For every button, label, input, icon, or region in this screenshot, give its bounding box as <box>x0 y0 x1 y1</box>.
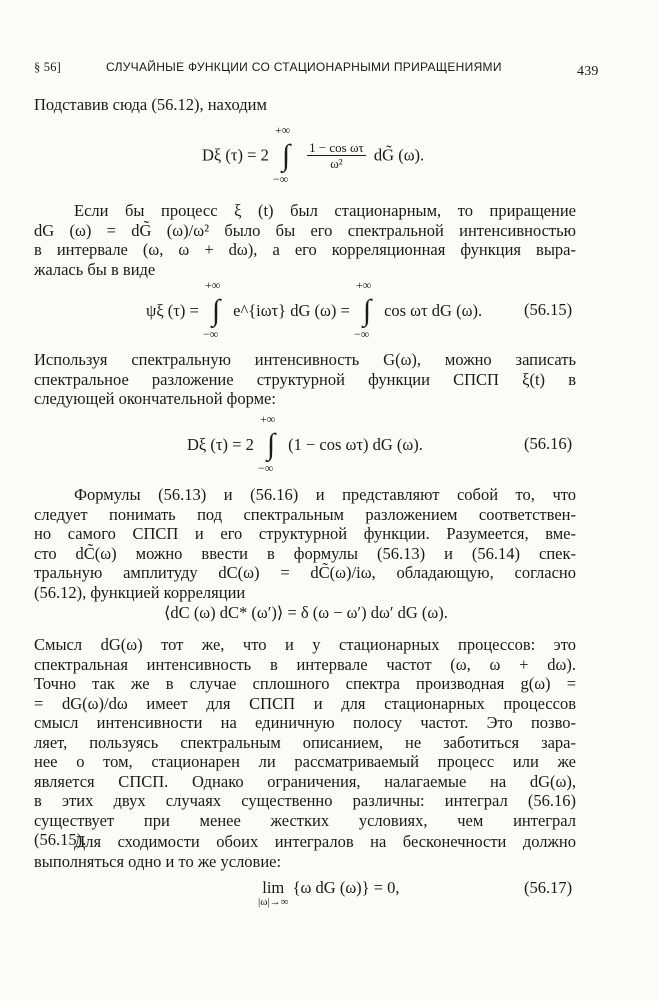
text-line: Используя спектральную интенсивность G(ω), можно записать <box>34 350 576 369</box>
paragraph-3 <box>34 350 576 409</box>
text-line: = dG(ω)/dω имеет для СПСП и для стационарных процессов <box>34 693 576 713</box>
text-line: выполняться одно и то же условие: <box>34 851 282 871</box>
text-line: в этих двух случаях существенно различны: интеграл (56.16) <box>34 791 576 810</box>
text-line: (56.12), функцией корреляции <box>34 582 246 602</box>
fraction <box>307 140 366 171</box>
integral-sign: +∞ ∫ −∞ <box>203 278 221 341</box>
section-number: § 56] <box>34 60 62 74</box>
numerator: 1 − cos ωτ <box>309 140 364 155</box>
text-line: Точно так же в случае сплошного спектра производная g(ω) = <box>34 674 576 693</box>
integral-sign: +∞ ∫ −∞ <box>272 122 291 186</box>
running-title: СЛУЧАЙНЫЕ ФУНКЦИИ СО СТАЦИОНАРНЫМИ ПРИРАЩЕНИЯМИ <box>106 60 502 74</box>
text-line: ляет, пользуясь спектральным описанием, не заботиться зара- <box>34 732 576 752</box>
text-line: нее о том, стационарен ли рассматриваемый процесс или же <box>34 752 576 771</box>
text-line: смысл интенсивности на единичную полосу частот. Это позво- <box>34 713 576 732</box>
eq-mid: e^{iωτ} dG (ω) = <box>233 301 350 320</box>
eq-lhs: Dξ (τ) = 2 <box>202 145 269 165</box>
eq-tail: dG̃ (ω). <box>373 145 425 165</box>
text-line: сто dC̃(ω) можно ввести в формулы (56.13) и (56.14) спек- <box>34 543 576 563</box>
paragraph-4 <box>34 485 576 602</box>
lower-limit: −∞ <box>272 171 289 186</box>
equation-structure-function <box>202 122 425 186</box>
equation-56-17 <box>258 878 400 908</box>
eq-lhs: Dξ (τ) = 2 <box>187 435 254 454</box>
paragraph-5 <box>34 635 576 850</box>
text-line: Смысл dG(ω) тот же, что и у стационарных процессов: это <box>34 635 576 654</box>
denominator: ω² <box>330 156 343 171</box>
integral-sign: +∞ ∫ −∞ <box>353 278 372 341</box>
text-line: в интервале (ω, ω + dω), а его корреляционная функция выра- <box>34 240 576 259</box>
lower-limit: −∞ <box>203 327 219 341</box>
text-line: спектральная интенсивность в интервале частот (ω, ω + dω). <box>34 654 576 674</box>
text-line: (56.15). <box>34 830 87 849</box>
text-line: но самого СПСП и его структурной функции. Разумеется, вме- <box>34 524 576 543</box>
text-line: Подставив сюда (56.12), находим <box>34 95 267 114</box>
lower-limit: −∞ <box>257 461 274 475</box>
text-line: Если бы процесс ξ (t) был стационарным, то приращение <box>74 201 576 220</box>
eq-tail: (1 − cos ωτ) dG (ω). <box>288 435 423 454</box>
paragraph-2 <box>34 201 576 279</box>
eq-tail: cos ωτ dG (ω). <box>384 301 483 320</box>
equation-number: (56.15) <box>524 300 573 319</box>
page-number: 439 <box>577 64 599 79</box>
text-line: является СПСП. Однако ограничения, налагаемые на dG(ω), <box>34 771 576 791</box>
text-line: Для сходимости обоих интегралов на бесконечности должно <box>74 832 576 851</box>
equation-number: (56.16) <box>524 434 573 453</box>
paragraph-1 <box>34 95 576 115</box>
equation-56-16 <box>187 412 423 475</box>
upper-limit: +∞ <box>355 278 372 292</box>
text-line: тральную амплитуду dC(ω) = dC̃(ω)/iω, обладающую, согласно <box>34 563 576 582</box>
lim-text: lim <box>262 878 285 897</box>
text-line: следующей окончательной форме: <box>34 389 276 408</box>
lower-limit: −∞ <box>353 327 370 341</box>
eq-body: {ω dG (ω)} = 0, <box>292 878 400 897</box>
eq-lhs: ψξ (τ) = <box>146 301 199 320</box>
upper-limit: +∞ <box>205 278 221 292</box>
equation-56-15 <box>146 278 483 341</box>
equation-number: (56.17) <box>524 878 573 897</box>
integral-sign: +∞ ∫ −∞ <box>257 412 276 475</box>
text-line: Формулы (56.13) и (56.16) и представляют собой то, что <box>74 485 576 504</box>
limit-operator <box>258 878 289 908</box>
text-line: существует при менее жестких условиях, чем интеграл <box>34 810 576 830</box>
upper-limit: +∞ <box>259 412 276 426</box>
lim-subscript: |ω|→∞ <box>258 896 289 908</box>
text-line: следует понимать под спектральным разложением соответствен- <box>34 504 576 524</box>
text-line: жалась бы в виде <box>34 259 156 279</box>
equation-correlation: ⟨dC (ω) dC* (ω′)⟩ = δ (ω − ω′) dω′ dG (ω). <box>164 603 448 622</box>
text-line: dG (ω) = dG̃ (ω)/ω² было бы его спектральной интенсивностью <box>34 220 576 240</box>
text-line: спектральное разложение структурной функции СПСП ξ(t) в <box>34 369 576 389</box>
paragraph-6 <box>34 832 576 871</box>
upper-limit: +∞ <box>274 122 291 137</box>
